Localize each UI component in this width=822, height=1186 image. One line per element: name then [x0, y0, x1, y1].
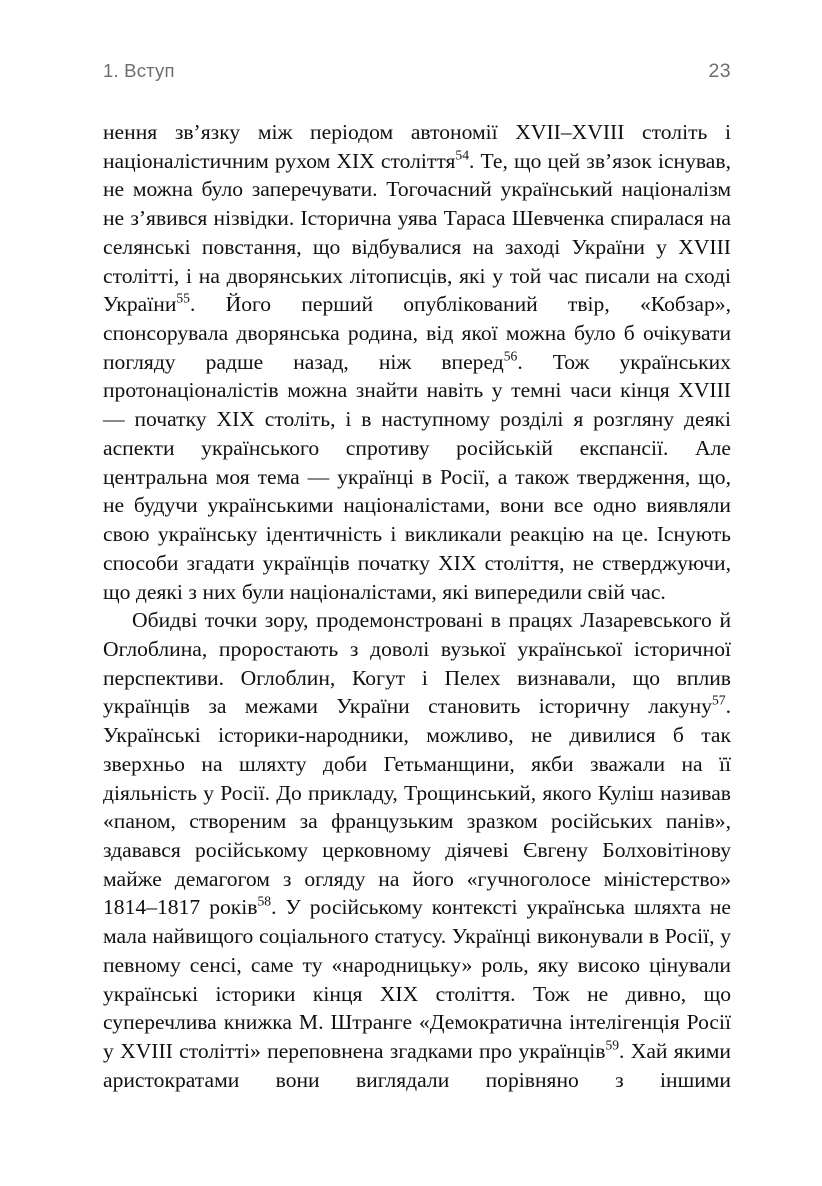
- footnote-reference[interactable]: 58: [257, 893, 272, 909]
- running-head: [103, 60, 731, 86]
- paragraph-text-run: Обидві точки зору, продемонстровані в працях Лазаревського й Оглоблина, проростають з доволі вузької української історичної перспективи. Оглоблин, Когут і Пелех визнавали, що вплив українців за межами України становить історичну лакуну: [103, 608, 731, 719]
- body-text-block: [103, 118, 731, 1123]
- footnote-reference[interactable]: 57: [712, 692, 726, 708]
- body-paragraph: [103, 118, 731, 606]
- paragraph-text-run: . Хай якими аристократами вони виглядали порівняно з іншими: [103, 1039, 731, 1092]
- footnote-reference[interactable]: 54: [455, 147, 469, 163]
- body-paragraph: [103, 606, 731, 1123]
- footnote-reference[interactable]: 55: [176, 290, 190, 306]
- paragraph-text-run: . Те, що цей зв’язок існував, не можна було заперечувати. Тогочасний український націоналізм не з’явився нізвідки. Історична уява Тараса Шевченка спиралася на селянські повстання, що відбувалися на заході України у XVIII столітті, і на дворянських літописців, які у той час писали на сході України: [103, 148, 731, 317]
- paragraph-text-run: . Його перший опублікований твір, «Кобзар», спонсорувала дворянська родина, від якої можна було б очікувати погляду радше назад, ніж вперед: [103, 292, 731, 374]
- paragraph-text-run: . У російському контексті українська шляхта не мала найвищого соціального статусу. Українці виконували в Росії, у певному сенсі, саме ту «народницьку» роль, яку високо цінували українські історики кінця XIX століття. Тож не дивно, що суперечлива книжка М. Штранге «Демократична інтелігенція Росії у XVIII столітті» переповнена згадками про українців: [103, 895, 732, 1063]
- paragraph-text-run: . Тож українських протонаціоналістів можна знайти навіть у темні часи кінця XVIII — початку XIX століть, і в наступному розділі я розгляну деякі аспекти українського спротиву російській експансії. Але центральна моя тема — українці в Росії, а також твердження, що, не будучи українськими націоналістами, вони все одно виявляли свою українську ідентичність і викликали реакцію на це. Існують способи згадати українців початку XIX століття, не стверджуючи, що деякі з них були націоналістами, які випередили свій час.: [103, 349, 731, 604]
- footnote-reference[interactable]: 56: [503, 348, 518, 364]
- footnote-reference[interactable]: 59: [605, 1037, 620, 1053]
- page-number: 23: [708, 60, 731, 82]
- paragraph-text-run: . Українські історики-народники, можливо, не дивилися б так зверхньо на шляхту доби Гетьманщини, якби зважали на її діяльність у Росії. До прикладу, Трощинський, якого Куліш називав «паном, створеним за французьким зразком російських панів», здавався російському церковному діячеві Євгену Болховітінову майже демагогом з огляду на його «гучноголосе міністерство» 1814–1817 років: [103, 694, 731, 920]
- running-head-chapter-label: 1. Вступ: [103, 60, 175, 81]
- paragraph-text-run: нення зв’язку між періодом автономії XVII–XVIII століть і націоналістичним рухом XIX століття: [103, 120, 731, 173]
